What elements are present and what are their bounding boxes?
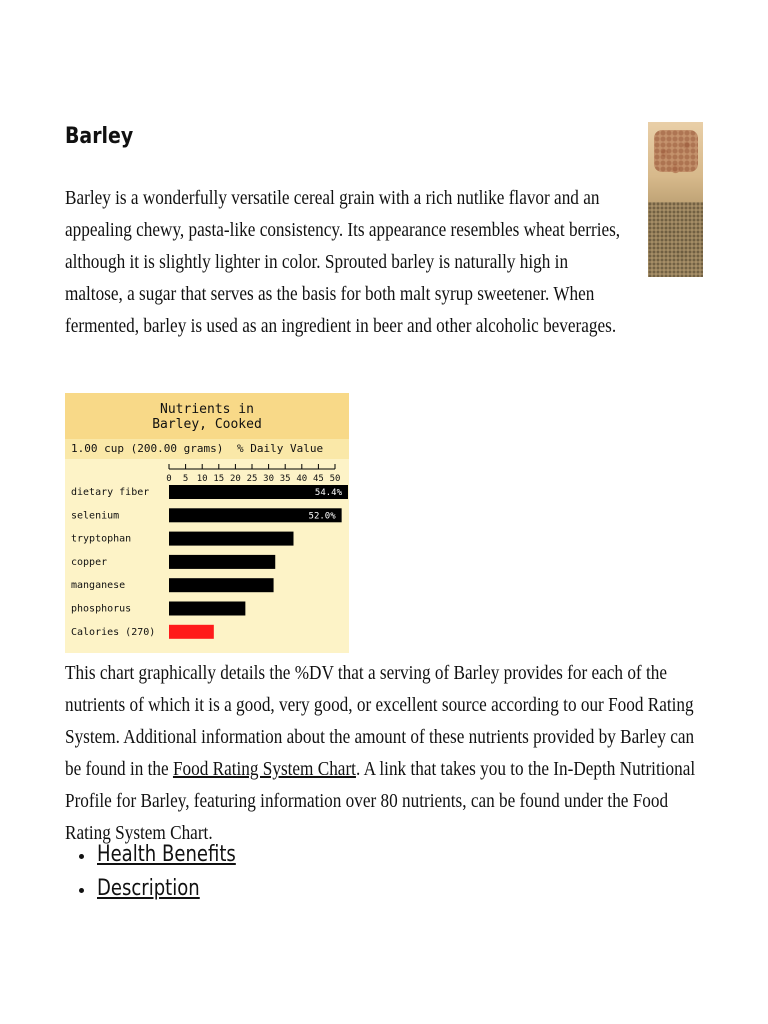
- x-tick-label: 35: [279, 474, 291, 484]
- bar-category-label: phosphorus: [71, 603, 132, 615]
- x-tick-label: 10: [196, 474, 208, 484]
- bar: [169, 578, 274, 592]
- bar-value-label: 54.4%: [314, 488, 342, 498]
- bar: [169, 532, 294, 546]
- list-item: [65, 838, 266, 872]
- description-link[interactable]: Description: [97, 876, 200, 901]
- barley-jar-image: [654, 130, 698, 172]
- x-tick-label: 45: [312, 474, 324, 484]
- bar-category-label: copper: [71, 556, 108, 568]
- food-rating-system-chart-link[interactable]: Food Rating System Chart: [172, 758, 356, 780]
- bar-value-label: 52.0%: [308, 511, 336, 522]
- chart-title-line-1: Nutrients in: [160, 402, 254, 417]
- bar-category-label: Calories (270): [71, 626, 156, 638]
- barley-photo: [648, 122, 703, 277]
- chart-title-line-2: Barley, Cooked: [152, 417, 262, 432]
- chart-description-paragraph: [65, 657, 706, 849]
- serving-size-label: 1.00 cup (200.00 grams): [71, 442, 224, 455]
- bullet-icon: [79, 854, 84, 859]
- x-tick-label: 15: [213, 474, 225, 484]
- x-tick-label: 5: [182, 474, 189, 484]
- bar-category-label: manganese: [71, 580, 126, 592]
- x-tick-label: 20: [229, 474, 241, 484]
- bar-category-label: dietary fiber: [71, 487, 150, 498]
- x-tick-label: 40: [296, 474, 308, 484]
- x-tick-label: 25: [246, 474, 258, 484]
- bullet-icon: [79, 888, 84, 893]
- x-tick-label: 0: [166, 474, 172, 484]
- list-item: [65, 872, 266, 906]
- intro-paragraph: Barley is a wonderfully versatile cereal grain with a rich nutlike flavor and an appealing chewy, pasta-like consistency. Its appearance resembles wheat berries, although it is slightly lighter in color. Sprouted barley is naturally high in maltose, a sugar that serves as the basis for both malt syrup sweetener. When fermented, barley is used as an ingredient in beer and other alcoholic beverages.: [65, 187, 621, 337]
- daily-value-axis-label: % Daily Value: [237, 442, 324, 455]
- chart-plot: [65, 393, 349, 653]
- nutrient-chart: [65, 393, 349, 653]
- bar-category-label: tryptophan: [71, 533, 132, 545]
- bar: [169, 625, 214, 639]
- x-tick-label: 50: [329, 474, 341, 484]
- bar: [169, 555, 275, 569]
- barley-pile-image: [648, 202, 703, 277]
- body-text-before-link: This chart graphically details the %DV that a serving of Barley provides for each of the nutrients of which it is a good, very good, or excellent source according to our Food Rating System. Additional information about the amount of these nutrients provided by Barley can be found in the: [65, 662, 695, 780]
- body-text-after-link: . A link that takes you to the In-Depth Nutritional Profile for Barley, featuring information over 80 nutrients, can be found under the Food Rating System Chart.: [65, 758, 696, 844]
- x-tick-label: 30: [263, 474, 275, 484]
- section-links-list: [65, 838, 266, 906]
- page-title: Barley: [65, 124, 134, 149]
- bar: [169, 602, 245, 616]
- bar-category-label: selenium: [71, 510, 120, 522]
- health-benefits-link[interactable]: Health Benefits: [97, 842, 236, 867]
